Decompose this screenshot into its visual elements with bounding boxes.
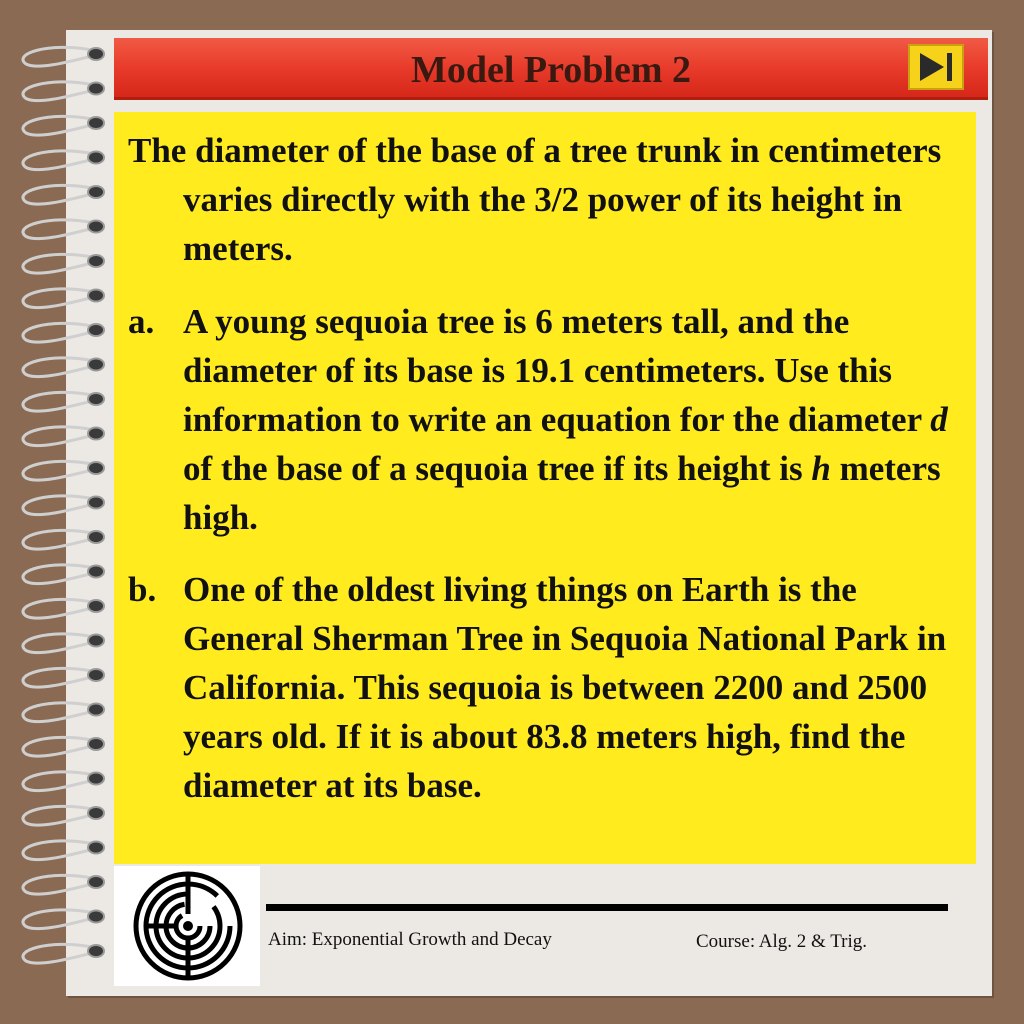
footer-course: Course: Alg. 2 & Trig. [696, 931, 868, 952]
spiral-hole [88, 531, 104, 543]
spiral-hole [88, 221, 104, 233]
spiral-ring [23, 323, 92, 342]
spiral-hole [88, 635, 104, 647]
spiral-ring [23, 599, 92, 618]
part-a-text-1: A young sequoia tree is 6 meters tall, and the diameter of its base is 19.1 centimeters. Use this information to write an equation for the diameter [183, 302, 931, 439]
problem-part-a [128, 297, 968, 542]
page-title: Model Problem 2 [410, 49, 692, 91]
part-b-text: One of the oldest living things on Earth is the General Sherman Tree in Sequoia National Park in California. This sequoia is between 2200 and 2500 years old. If it is about 83.8 meters high, find the diameter at its base. [183, 570, 947, 805]
part-b-marker: b. [128, 570, 157, 609]
spiral-hole [88, 738, 104, 750]
spiral-hole [88, 428, 104, 440]
variable-d: d [930, 400, 948, 439]
spiral-hole [88, 842, 104, 854]
variable-h: h [811, 449, 831, 488]
part-a-text-3: meters high. [183, 449, 941, 537]
spiral-hole [88, 876, 104, 888]
spiral-ring [23, 427, 92, 446]
spiral-ring [23, 47, 92, 66]
spiral-ring [23, 496, 92, 515]
part-a-marker: a. [128, 302, 155, 341]
spiral-hole [88, 290, 104, 302]
spiral-ring [23, 668, 92, 687]
problem-part-b [128, 565, 968, 810]
skip-to-end-icon [910, 46, 962, 88]
spiral-hole [88, 117, 104, 129]
spiral-ring [23, 358, 92, 377]
spiral-ring [23, 461, 92, 480]
part-a-text [183, 297, 968, 542]
spiral-hole [88, 945, 104, 957]
spiral-hole [88, 393, 104, 405]
title-bar [114, 38, 988, 100]
spiral-ring [23, 185, 92, 204]
footer-divider [266, 904, 948, 911]
spiral-ring [23, 116, 92, 135]
spiral-hole [88, 255, 104, 267]
spiral-ring [23, 565, 92, 584]
spiral-ring [23, 220, 92, 239]
labyrinth-icon [114, 866, 260, 986]
spiral-hole [88, 462, 104, 474]
part-a-text-2: of the base of a sequoia tree if its height is [183, 449, 812, 488]
spiral-ring [23, 289, 92, 308]
problem-intro: The diameter of the base of a tree trunk in centimeters varies directly with the 3/2 power of its height in meters. [128, 131, 942, 268]
spiral-hole [88, 773, 104, 785]
spiral-hole [88, 911, 104, 923]
spiral-hole [88, 152, 104, 164]
spiral-ring [23, 530, 92, 549]
next-slide-button[interactable] [908, 44, 964, 90]
spiral-binding [8, 38, 118, 988]
spiral-ring [23, 392, 92, 411]
spiral-hole [88, 497, 104, 509]
spiral-ring [23, 772, 92, 791]
spiral-ring [23, 737, 92, 756]
spiral-ring [23, 806, 92, 825]
problem-text [128, 126, 968, 810]
spiral-ring [23, 875, 92, 894]
spiral-hole [88, 324, 104, 336]
spiral-hole [88, 704, 104, 716]
maze-logo [114, 866, 260, 986]
spiral-hole [88, 669, 104, 681]
spiral-hole [88, 600, 104, 612]
spiral-hole [88, 566, 104, 578]
spiral-hole [88, 359, 104, 371]
spiral-hole [88, 807, 104, 819]
problem-panel [114, 112, 976, 864]
spiral-ring [23, 254, 92, 273]
spiral-ring [23, 634, 92, 653]
spiral-ring [23, 82, 92, 101]
spiral-hole [88, 83, 104, 95]
spiral-ring [23, 703, 92, 722]
footer-aim: Aim: Exponential Growth and Decay [268, 929, 552, 950]
spiral-hole [88, 48, 104, 60]
spiral-ring [23, 944, 92, 963]
spiral-hole [88, 186, 104, 198]
spiral-ring [23, 151, 92, 170]
spiral-ring [23, 910, 92, 929]
spiral-ring [23, 841, 92, 860]
